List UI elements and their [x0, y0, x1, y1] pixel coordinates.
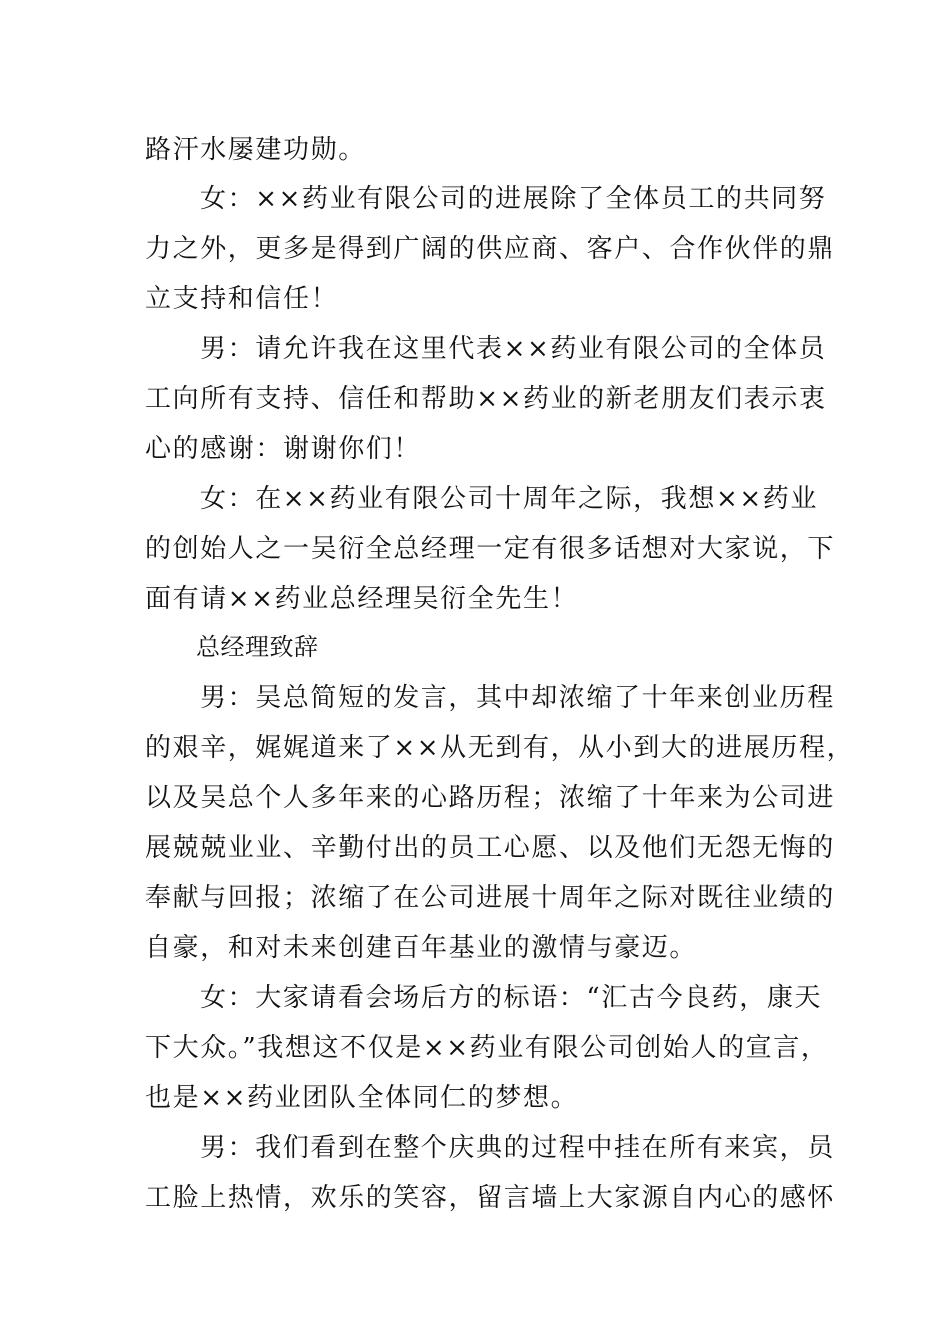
text-line-9: 的创始人之一吴衍全总经理一定有很多话想对大家说，下: [145, 534, 836, 564]
text-line-18: 女：大家请看会场后方的标语：“汇古今良药，康天: [200, 983, 823, 1013]
text-line-17: 自豪，和对未来创建百年基业的激情与豪迈。: [145, 933, 698, 963]
text-line-5: 男：请允许我在这里代表××药业有限公司的全体员: [200, 334, 827, 364]
text-line-14: 以及吴总个人多年来的心路历程；浓缩了十年来为公司进: [145, 783, 836, 813]
text-line-13: 的艰辛，娓娓道来了××从无到有，从小到大的进展历程，: [145, 733, 855, 763]
text-line-12: 男：吴总简短的发言，其中却浓缩了十年来创业历程: [200, 683, 835, 713]
text-line-8: 女：在××药业有限公司十周年之际，我想××药业: [200, 484, 818, 514]
text-line-4: 立支持和信任！: [145, 284, 339, 314]
text-line-10: 面有请××药业总经理吴衍全先生！: [145, 584, 579, 614]
text-line-1: 路汗水屡建功勋。: [145, 135, 366, 165]
text-line-15: 展兢兢业业、辛勤付出的员工心愿、以及他们无怨无悔的: [145, 833, 836, 863]
section-heading: 总经理致辞: [196, 633, 319, 661]
text-line-6: 工向所有支持、信任和帮助××药业的新老朋友们表示衷: [145, 384, 827, 414]
text-line-7: 心的感谢：谢谢你们！: [145, 434, 422, 464]
text-line-2: 女：××药业有限公司的进展除了全体员工的共同努: [200, 184, 827, 214]
text-line-21: 男：我们看到在整个庆典的过程中挂在所有来宾，员: [200, 1133, 835, 1163]
text-line-16: 奉献与回报；浓缩了在公司进展十周年之际对既往业绩的: [145, 883, 836, 913]
text-line-22: 工脸上热情，欢乐的笑容，留言墙上大家源自内心的感怀: [145, 1183, 836, 1213]
text-line-20: 也是××药业团队全体同仁的梦想。: [145, 1083, 579, 1113]
text-line-19: 下大众。”我想这不仅是××药业有限公司创始人的宣言，: [145, 1033, 829, 1063]
text-line-3: 力之外，更多是得到广阔的供应商、客户、合作伙伴的鼎: [145, 234, 836, 264]
